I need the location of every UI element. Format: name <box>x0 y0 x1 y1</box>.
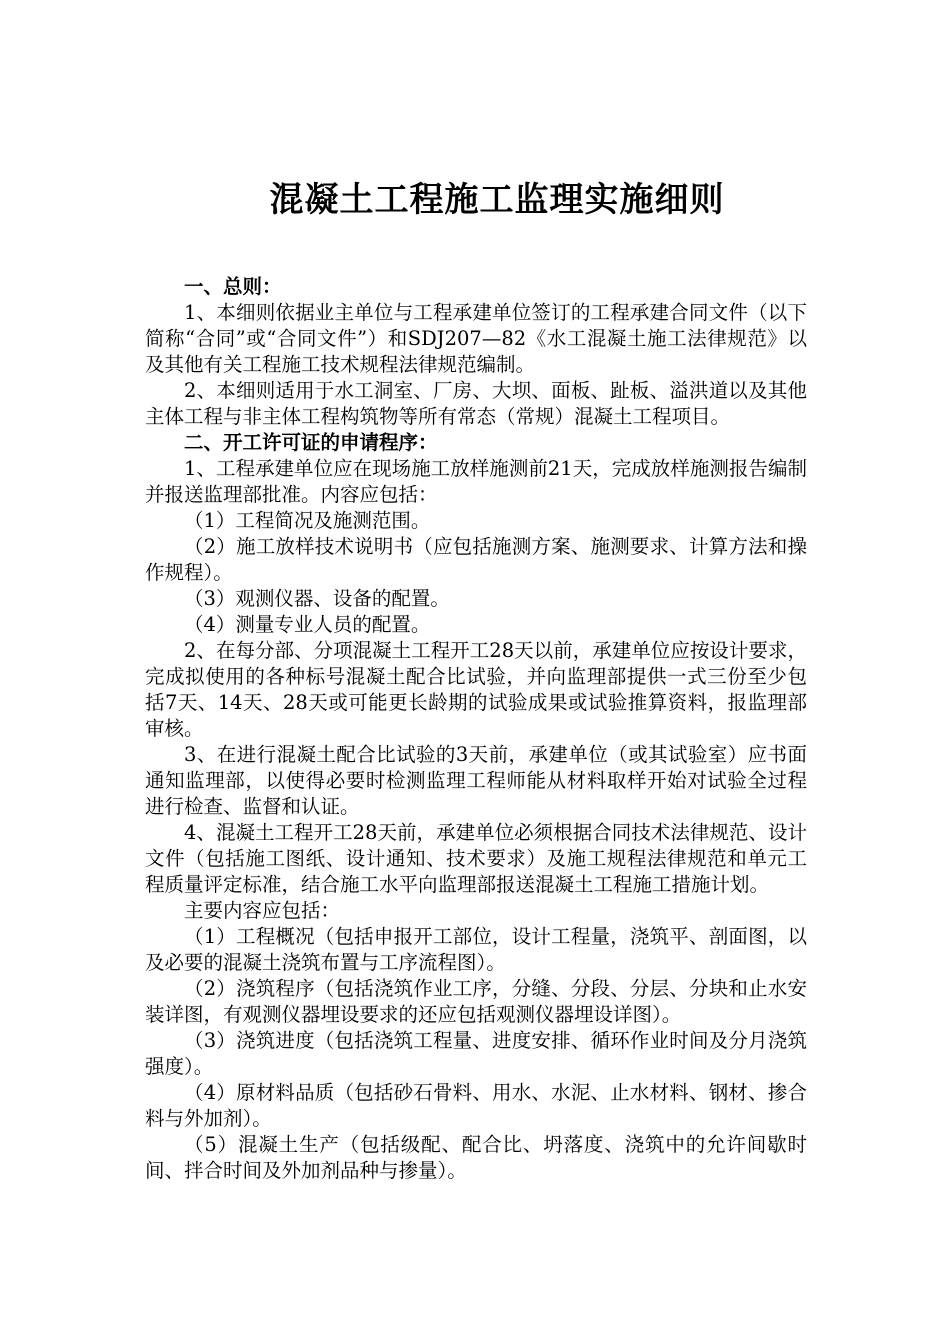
list-item: （1）工程简况及施测范围。 <box>184 509 431 532</box>
paragraph: 2、在每分部、分项混凝土工程开工28天以前，承建单位应按设计要求，完成拟使用的各种标号混凝土配合比试验，并向监理部提供一式三份至少包括7天、14天、28天或可能更长龄期的试验成果或试验推算资料，报监理部审核。 <box>145 639 807 740</box>
paragraph: 4、混凝土工程开工28天前，承建单位必须根据合同技术法律规范、设计文件（包括施工图纸、设计通知、技术要求）及施工规程法律规范和单元工程质量评定标准，结合施工水平向监理部报送混凝土工程施工措施计划。 <box>145 821 807 896</box>
list-item: （4）测量专业人员的配置。 <box>184 613 431 636</box>
list-item: （5）混凝土生产（包括级配、配合比、坍落度、浇筑中的允许间歇时间、拌合时间及外加剂品种与掺量）。 <box>145 1133 807 1182</box>
list-item: （3）观测仪器、设备的配置。 <box>184 587 450 610</box>
list-item: （2）施工放样技术说明书（应包括施测方案、施测要求、计算方法和操作规程）。 <box>145 535 807 584</box>
list-item: （4）原材料品质（包括砂石骨料、用水、水泥、止水材料、钢材、掺合料与外加剂）。 <box>145 1081 807 1130</box>
document-title: 混凝土工程施工监理实施细则 <box>269 180 725 220</box>
list-item: （2）浇筑程序（包括浇筑作业工序，分缝、分段、分层、分块和止水安装详图，有观测仪器埋设要求的还应包括观测仪器埋设详图）。 <box>145 977 807 1026</box>
list-item: （3）浇筑进度（包括浇筑工程量、进度安排、循环作业时间及分月浇筑强度）。 <box>145 1029 807 1078</box>
paragraph: 2、本细则适用于水工洞室、厂房、大坝、面板、趾板、溢洪道以及其他主体工程与非主体工程构筑物等所有常态（常规）混凝土工程项目。 <box>145 379 807 428</box>
list-item: （1）工程概况（包括申报开工部位，设计工程量，浇筑平、剖面图，以及必要的混凝土浇筑布置与工序流程图）。 <box>145 925 807 974</box>
document-body <box>145 274 807 1184</box>
section-heading-general: 一、总则： <box>184 275 282 298</box>
paragraph: 1、工程承建单位应在现场施工放样施测前21天，完成放样施测报告编制并报送监理部批准。内容应包括： <box>145 457 807 506</box>
section-heading-permit-procedure: 二、开工许可证的申请程序： <box>184 431 438 454</box>
paragraph: 3、在进行混凝土配合比试验的3天前，承建单位（或其试验室）应书面通知监理部，以使得必要时检测监理工程师能从材料取样开始对试验全过程进行检查、监督和认证。 <box>145 743 807 818</box>
paragraph: 主要内容应包括： <box>184 899 341 922</box>
paragraph: 1、本细则依据业主单位与工程承建单位签订的工程承建合同文件（以下简称“合同”或“合同文件”）和SDJ207—82《水工混凝土施工法律规范》以及其他有关工程施工技术规程法律规范编制。 <box>145 301 807 376</box>
